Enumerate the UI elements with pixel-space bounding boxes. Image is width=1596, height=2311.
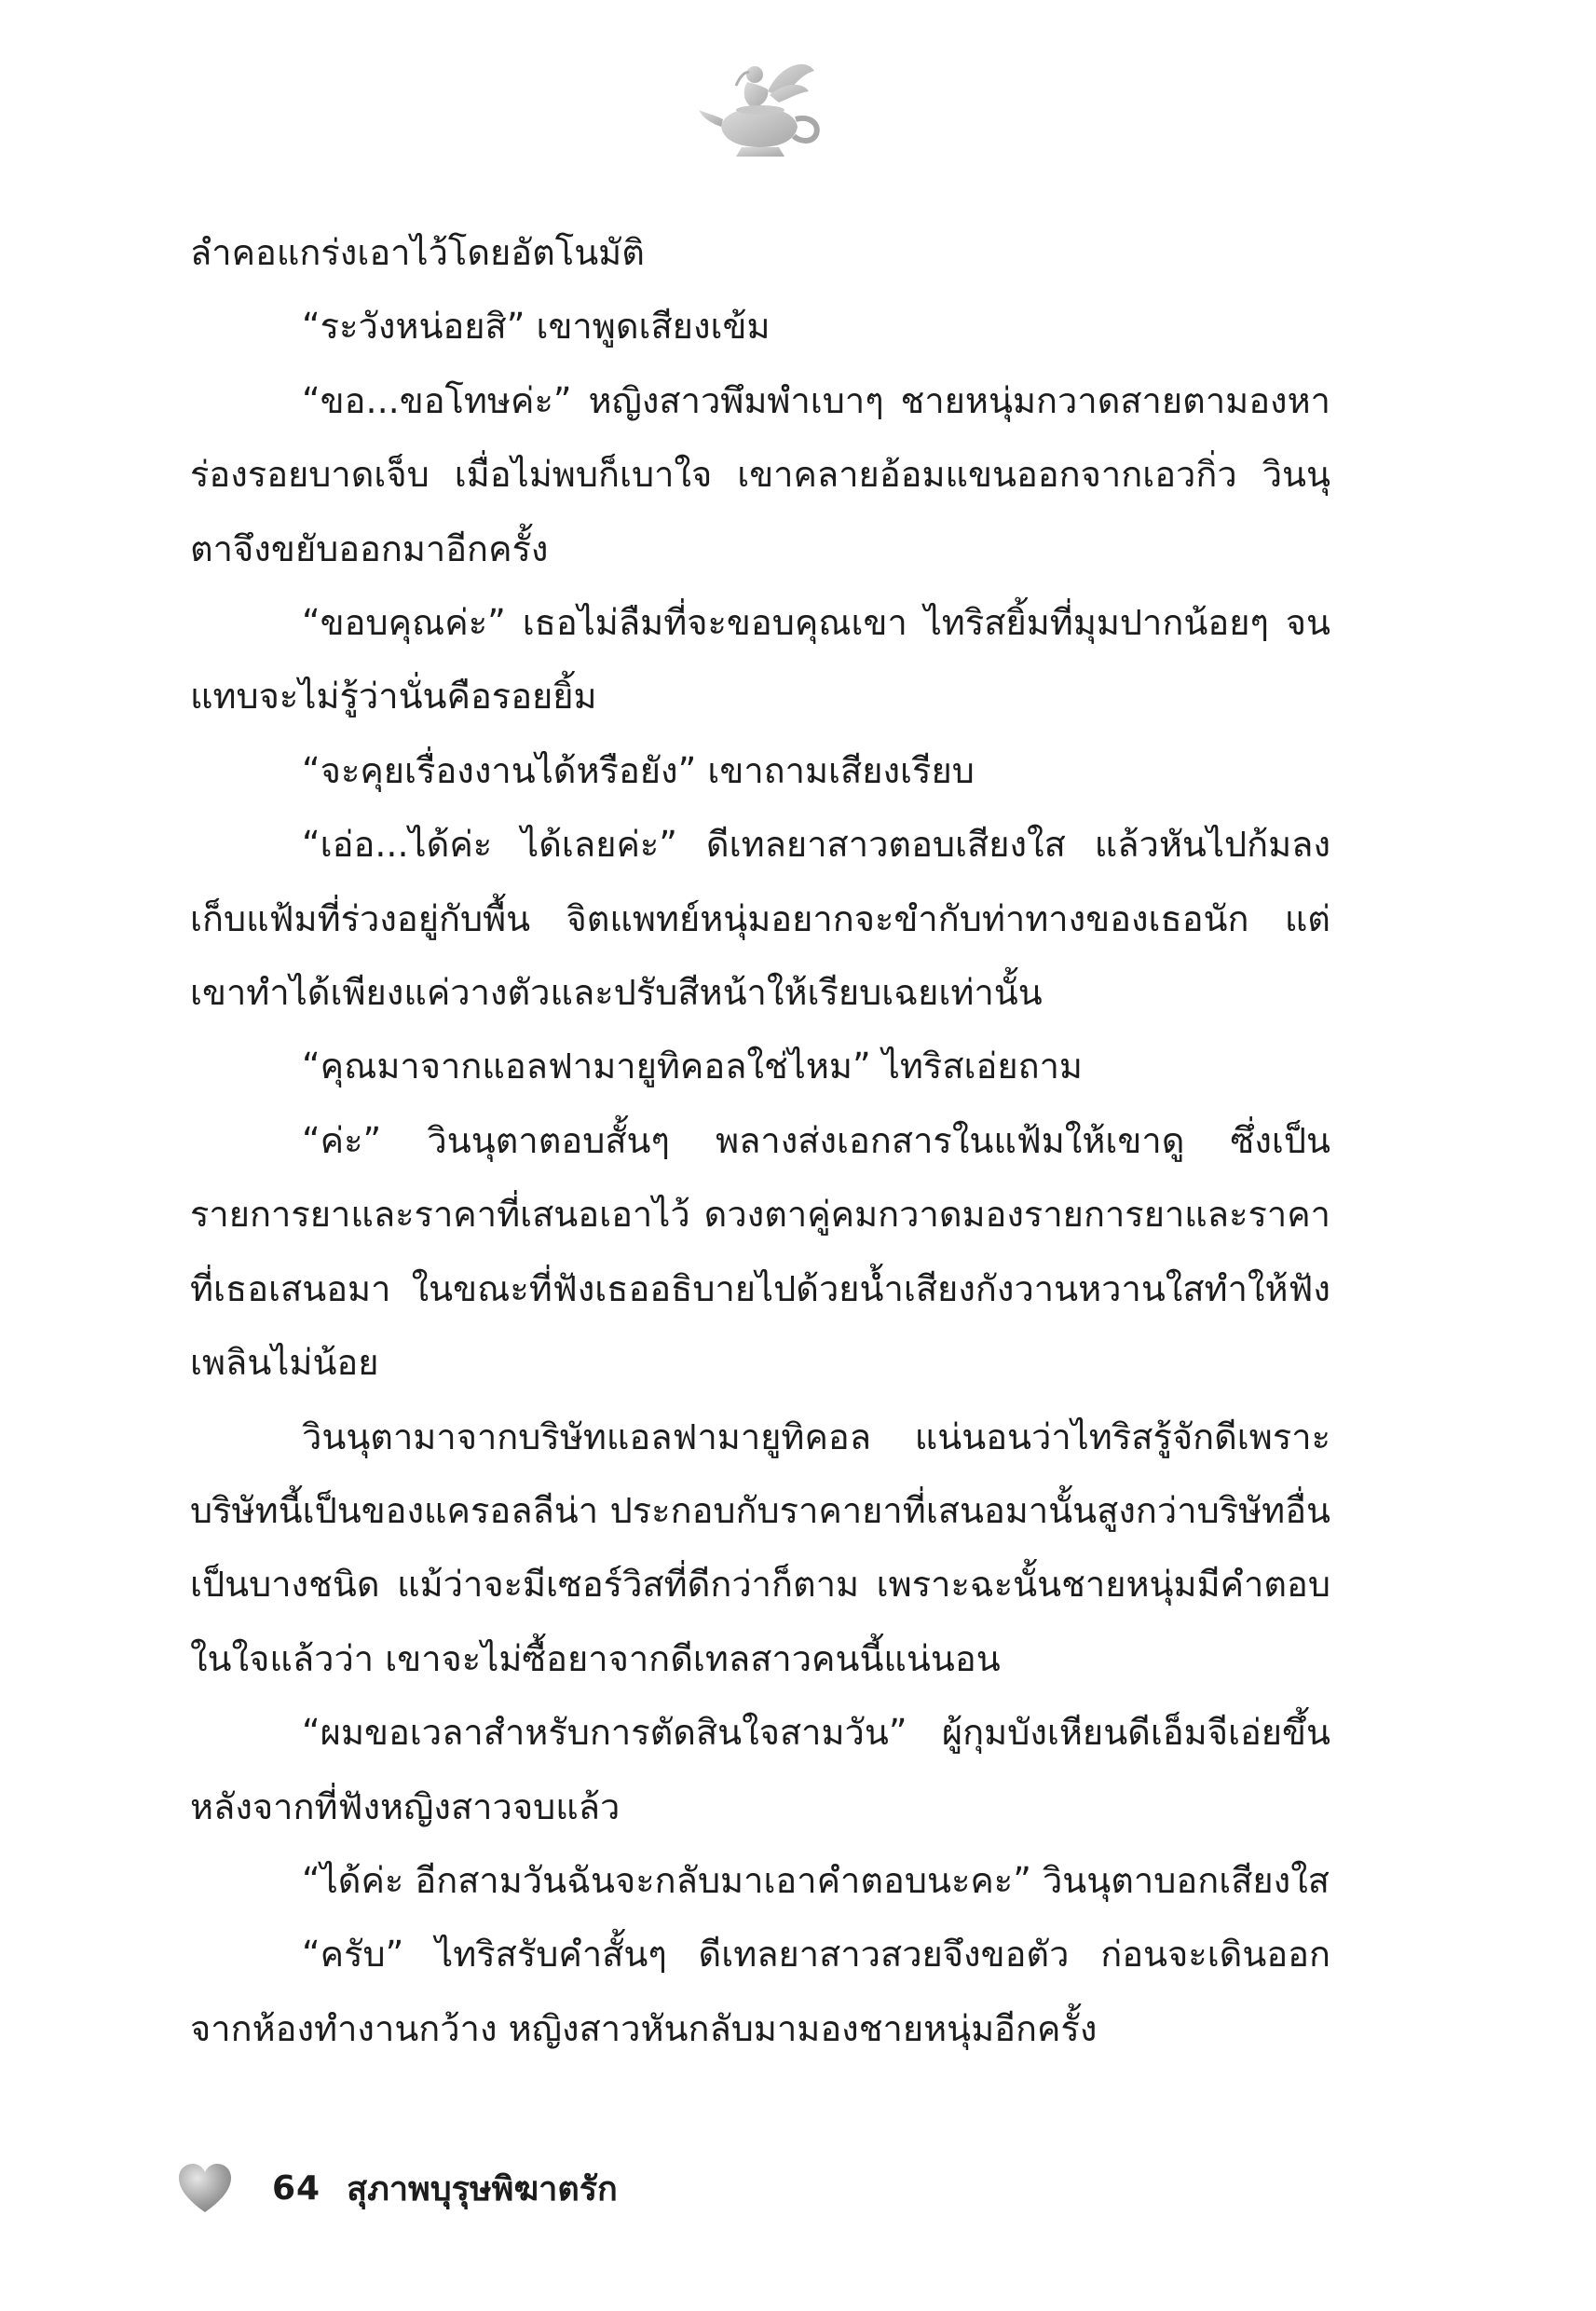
paragraph: “ผมขอเวลาสำหรับการตัดสินใจสามวัน” ผู้กุมบังเหียนดีเอ็มจีเอ่ยขึ้น หลังจากที่ฟังหญิงสาวจบแล้ว: [190, 1712, 1330, 1827]
cupid-teapot-ornament-icon: [695, 54, 825, 166]
paragraph: ลำคอแกร่งเอาไว้โดยอัตโนมัติ: [190, 232, 645, 273]
paragraph: วินนุตามาจากบริษัทแอลฟามายูทิคอล แน่นอนว่าไทริสรู้จักดีเพราะบริษัทนี้เป็นของแครอลลีน่า ประกอบกับราคายาที่เสนอมานั้นสูงกว่าบริษัทอื่นเป็นบางชนิด แม้ว่าจะมีเซอร์วิสที่ดีกว่าก็ตาม เพราะฉะนั้นชายหนุ่มมีคำตอบในใจแล้วว่า เขาจะไม่ซื้อยาจากดีเทลสาวคนนี้แน่นอน: [190, 1415, 1330, 1679]
paragraph: “จะคุยเรื่องงานได้หรือยัง” เขาถามเสียงเรียบ: [302, 749, 975, 791]
book-title: สุภาพบุรุษพิฆาตรัก: [347, 2169, 618, 2208]
paragraph: “ครับ” ไทริสรับคำสั้นๆ ดีเทลยาสาวสวยจึงขอตัว ก่อนจะเดินออกจากห้องทำงานกว้าง หญิงสาวหันกลับมามองชายหนุ่มอีกครั้ง: [190, 1934, 1330, 2049]
paragraph: “ขอ...ขอโทษค่ะ” หญิงสาวพึมพำเบาๆ ชายหนุ่มกวาดสายตามองหาร่องรอยบาดเจ็บ เมื่อไม่พบก็เบาใจ เขาคลายอ้อมแขนออกจากเอวกิ่ว วินนุตาจึงขยับออกมาอีกครั้ง: [190, 379, 1330, 569]
page-number: 64: [272, 2168, 321, 2208]
paragraph: “คุณมาจากแอลฟามายูทิคอลใช่ไหม” ไทริสเอ่ยถาม: [302, 1046, 1083, 1087]
heart-icon: [177, 2162, 233, 2214]
paragraph: “ระวังหน่อยสิ” เขาพูดเสียงเข้ม: [302, 306, 771, 348]
page-footer: [177, 2151, 618, 2225]
paragraph: “ได้ค่ะ อีกสามวันฉันจะกลับมาเอาคำตอบนะคะ” วินนุตาบอกเสียงใส: [302, 1859, 1330, 1901]
paragraph: “ค่ะ” วินนุตาตอบสั้นๆ พลางส่งเอกสารในแฟ้มให้เขาดู ซึ่งเป็นรายการยาและราคาที่เสนอเอาไว้ ดวงตาคู่คมกวาดมองรายการยาและราคาที่เธอเสนอมา ในขณะที่ฟังเธออธิบายไปด้วยน้ำเสียงกังวานหวานใสทำให้ฟังเพลินไม่น้อย: [190, 1119, 1330, 1384]
body-text: [190, 216, 1330, 2066]
paragraph: “ขอบคุณค่ะ” เธอไม่ลืมที่จะขอบคุณเขา ไทริสยิ้มที่มุมปากน้อยๆ จนแทบจะไม่รู้ว่านั่นคือรอยยิ้ม: [190, 602, 1330, 718]
paragraph: “เอ่อ...ได้ค่ะ ได้เลยค่ะ” ดีเทลยาสาวตอบเสียงใส แล้วหันไปก้มลงเก็บแฟ้มที่ร่วงอยู่กับพื้น จิตแพทย์หนุ่มอยากจะขำกับท่าทางของเธอนัก แต่เขาทำได้เพียงแค่วางตัวและปรับสีหน้าให้เรียบเฉยเท่านั้น: [190, 824, 1330, 1014]
